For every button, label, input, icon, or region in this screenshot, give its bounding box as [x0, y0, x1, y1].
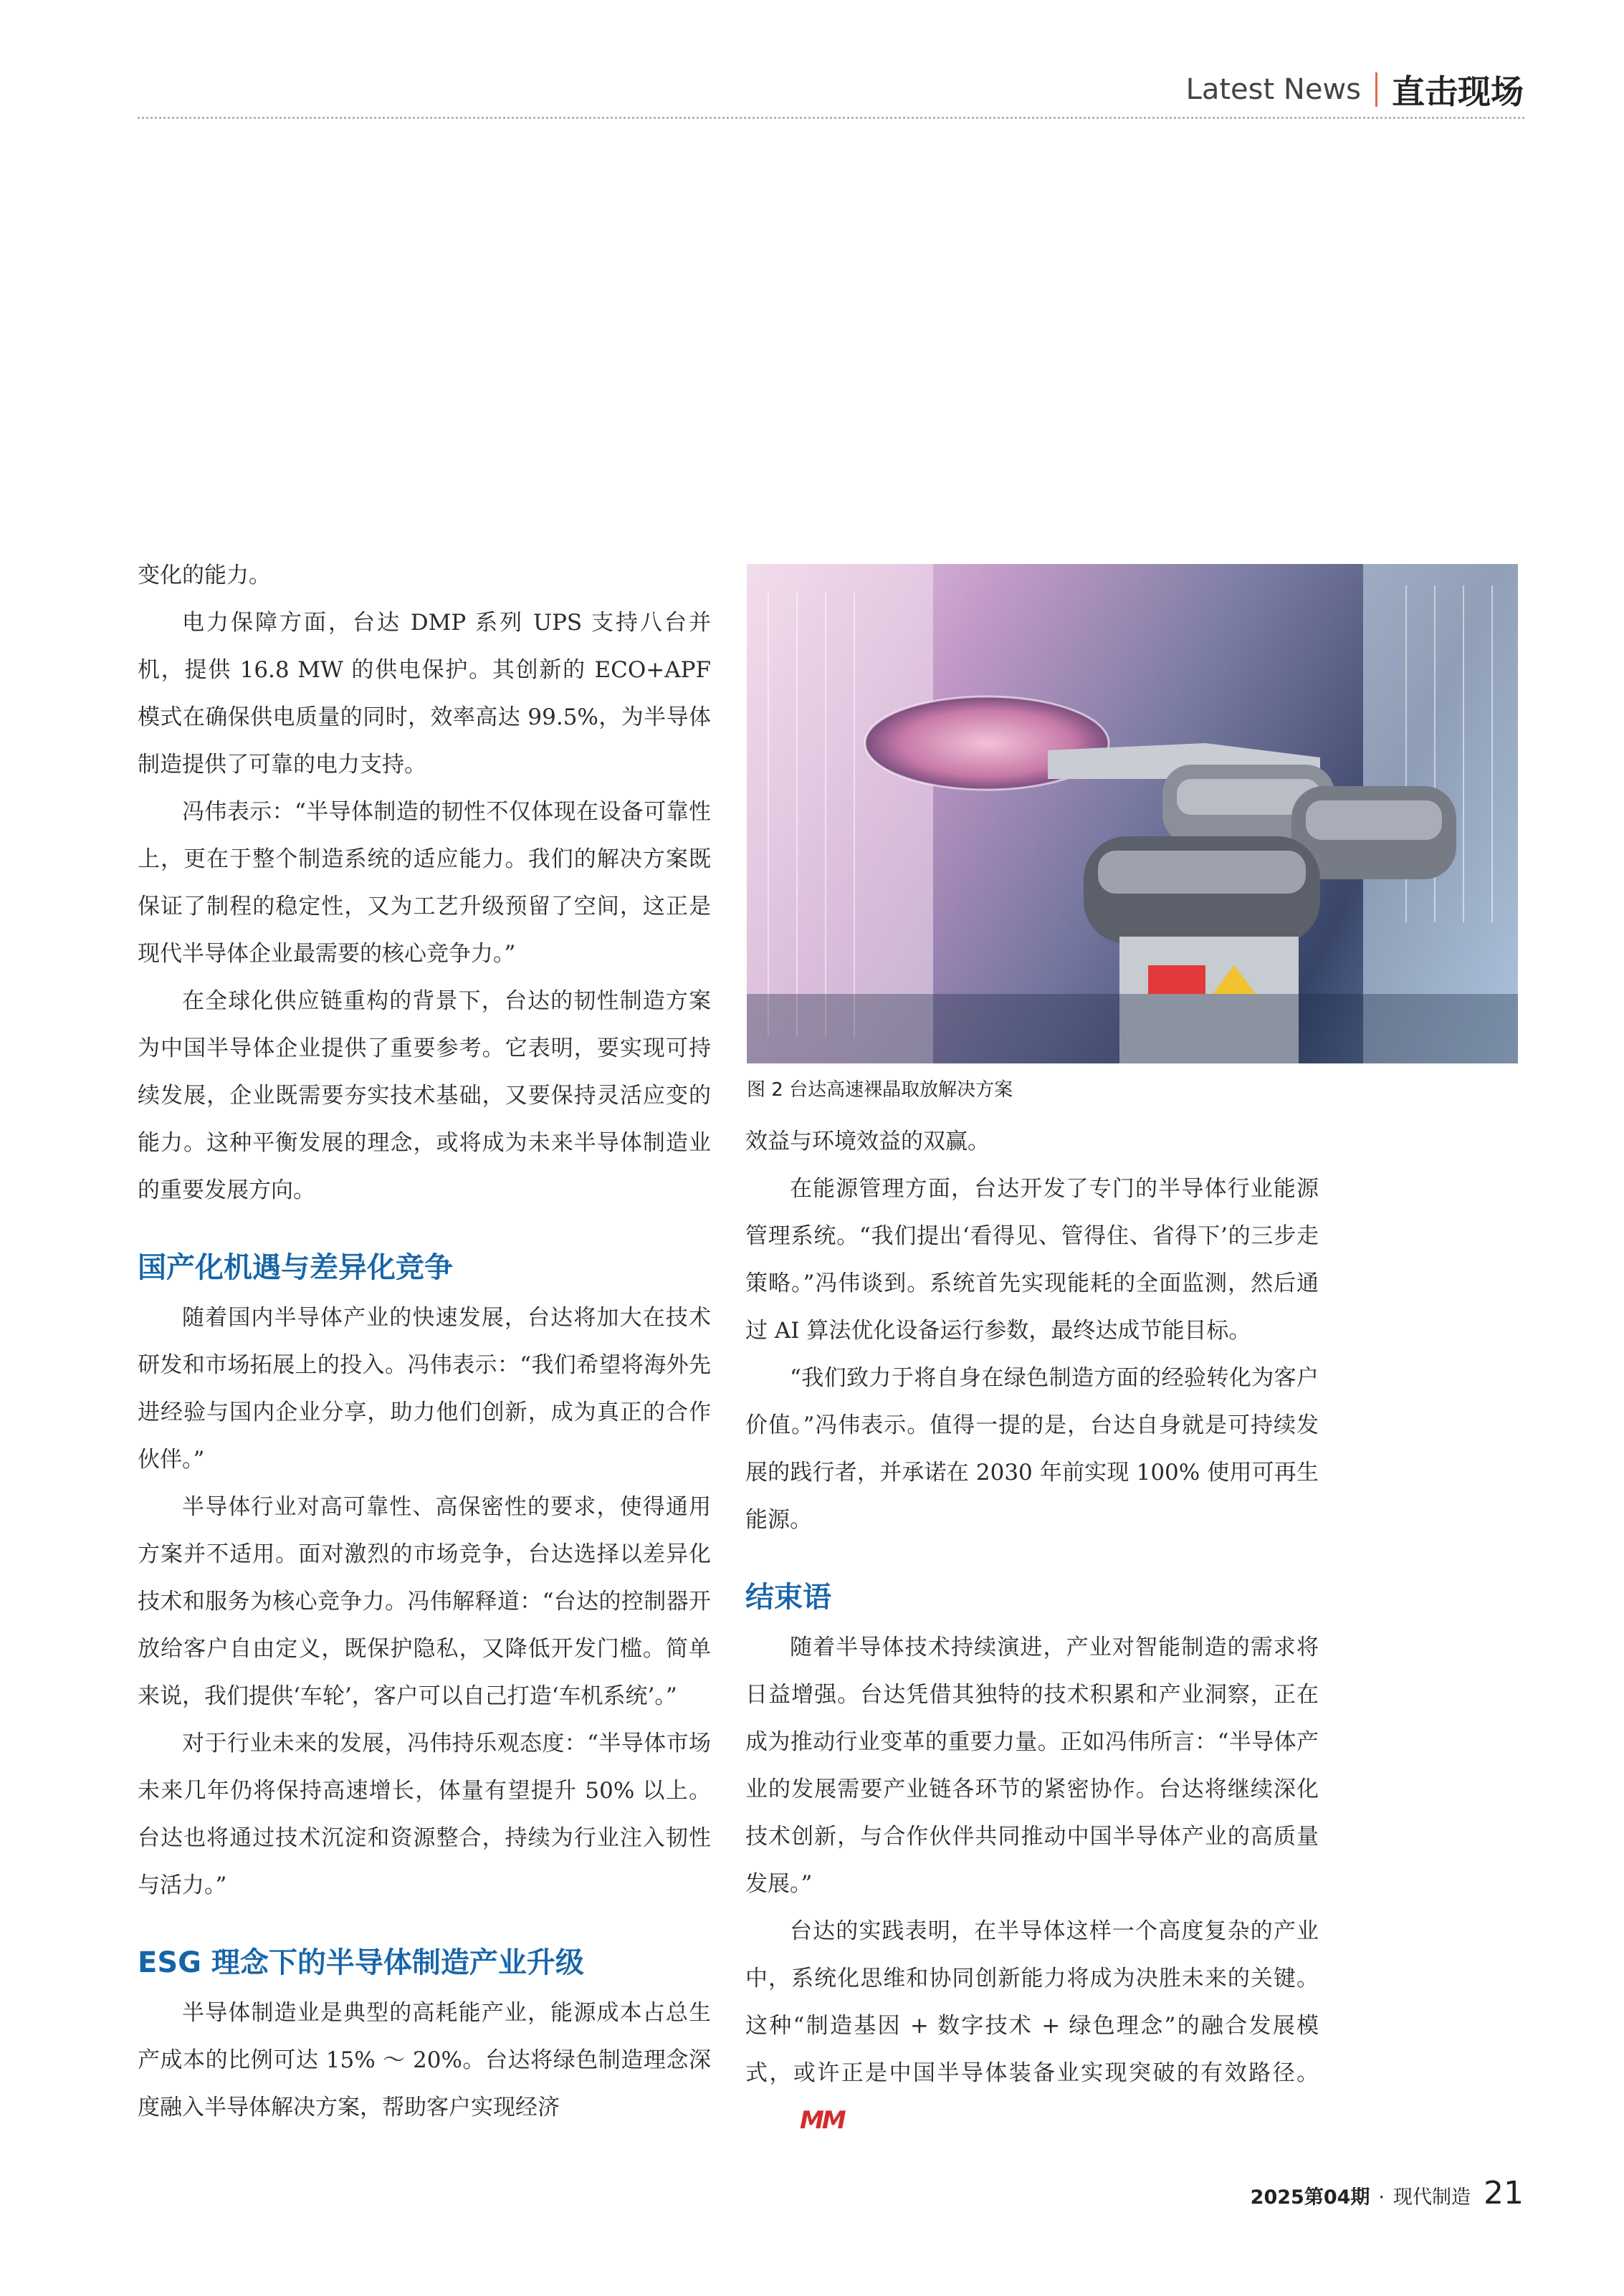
end-mark-logo: MM	[800, 2106, 844, 2135]
body-paragraph	[138, 552, 711, 599]
body-paragraph	[138, 1294, 711, 1483]
body-paragraph	[745, 1354, 1319, 1544]
paragraph-text: 电力保障方面，台达 DMP 系列 UPS 支持八台并机，提供 16.8 MW 的供电保护。其创新的 ECO+APF 模式在确保供电质量的同时，效率高达 99.5%，为半导体制造提供了可靠的电力支持。	[138, 610, 711, 778]
section-heading	[138, 1941, 711, 1985]
paragraph-text: 随着国内半导体产业的快速发展，台达将加大在技术研发和市场拓展上的投入。冯伟表示：“我们希望将海外先进经验与国内企业分享，助力他们创新，成为真正的合作伙伴。”	[138, 1305, 711, 1473]
header-rule	[138, 117, 1524, 119]
paragraph-text: “我们致力于将自身在绿色制造方面的经验转化为客户价值。”冯伟表示。值得一提的是，台达自身就是可持续发展的践行者，并承诺在 2030 年前实现 100% 使用可再生能源。	[745, 1365, 1319, 1533]
body-paragraph	[138, 1720, 711, 1909]
heading-text: ESG 理念下的半导体制造产业升级	[138, 1946, 584, 1979]
section-title-zh: 直击现场	[1392, 72, 1524, 111]
section-header	[1186, 68, 1524, 111]
paragraph-text: 冯伟表示：“半导体制造的韧性不仅体现在设备可靠性上，更在于整个制造系统的适应能力。我们的解决方案既保证了制程的稳定性，又为工艺升级预留了空间，这正是现代半导体企业最需要的核心竞争力。”	[138, 799, 711, 967]
page-footer	[1251, 2175, 1524, 2211]
footer-dot: ·	[1378, 2186, 1385, 2209]
body-paragraph	[745, 1624, 1319, 1908]
paragraph-text: 变化的能力。	[138, 563, 271, 588]
body-paragraph	[745, 1165, 1319, 1354]
paragraph-text: 随着半导体技术持续演进，产业对智能制造的需求将日益增强。台达凭借其独特的技术积累和产业洞察，正在成为推动行业变革的重要力量。正如冯伟所言：“半导体产业的发展需要产业链各环节的紧密协作。台达将继续深化技术创新，与合作伙伴共同推动中国半导体产业的高质量发展。”	[745, 1635, 1319, 1897]
left-column	[138, 552, 711, 2131]
section-heading	[745, 1575, 1319, 1620]
body-paragraph	[138, 1989, 711, 2131]
body-paragraph	[745, 1118, 1319, 1165]
paragraph-text: 效益与环境效益的双赢。	[745, 1129, 990, 1154]
paragraph-text: 在全球化供应链重构的背景下，台达的韧性制造方案为中国半导体企业提供了重要参考。它表明，要实现可持续发展，企业既需要夯实技术基础，又要保持灵活应变的能力。这种平衡发展的理念，或将成为未来半导体制造业的重要发展方向。	[138, 988, 711, 1203]
body-paragraph	[138, 599, 711, 788]
paragraph-text: 半导体行业对高可靠性、高保密性的要求，使得通用方案并不适用。面对激烈的市场竞争，台达选择以差异化技术和服务为核心竞争力。冯伟解释道：“台达的控制器开放给客户自由定义，既保护隐私，又降低开发门槛。简单来说，我们提供‘车轮’，客户可以自己打造‘车机系统’。”	[138, 1494, 711, 1709]
photo-illustration	[747, 564, 1518, 1063]
figure-caption: 图 2 台达高速裸晶取放解决方案	[747, 1079, 1013, 1101]
paragraph-text: 半导体制造业是典型的高耗能产业，能源成本占总生产成本的比例可达 15% ～ 20%。台达将绿色制造理念深度融入半导体解决方案，帮助客户实现经济	[138, 2000, 711, 2120]
paragraph-text: 在能源管理方面，台达开发了专门的半导体行业能源管理系统。“我们提出‘看得见、管得住、省得下’的三步走策略。”冯伟谈到。系统首先实现能耗的全面监测，然后通过 AI 算法优化设备运行参数，最终达成节能目标。	[745, 1176, 1319, 1344]
right-column	[745, 1118, 1319, 2145]
wafer-robot-photo	[747, 564, 1518, 1063]
section-heading	[138, 1245, 711, 1290]
heading-text: 国产化机遇与差异化竞争	[138, 1251, 453, 1284]
paragraph-text: 对于行业未来的发展，冯伟持乐观态度：“半导体市场未来几年仍将保持高速增长，体量有望提升 50% 以上。台达也将通过技术沉淀和资源整合，持续为行业注入韧性与活力。”	[138, 1731, 711, 1898]
magazine-name: 现代制造	[1393, 2186, 1471, 2209]
body-paragraph	[138, 977, 711, 1214]
heading-text: 结束语	[745, 1581, 831, 1614]
section-title-en: Latest News	[1185, 73, 1361, 106]
paragraph-text: 台达的实践表明，在半导体这样一个高度复杂的产业中，系统化思维和协同创新能力将成为决胜未来的关键。这种“制造基因 + 数字技术 + 绿色理念”的融合发展模式，或许正是中国半导体装备业实现突破的有效路径。	[745, 1918, 1319, 2086]
issue-number: 2025第04期	[1250, 2186, 1370, 2209]
body-paragraph	[138, 1483, 711, 1720]
body-paragraph	[138, 788, 711, 977]
page-number: 21	[1484, 2175, 1524, 2211]
body-paragraph	[745, 1908, 1319, 2145]
